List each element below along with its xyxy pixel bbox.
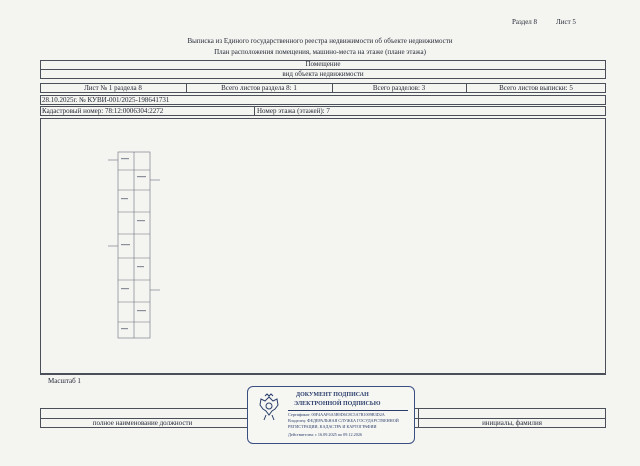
name-caption: инициалы, фамилия	[482, 419, 542, 427]
e-signature-stamp	[247, 386, 415, 444]
stamp-validity: Действителен: с 16.09.2025 по 09.12.2026	[288, 432, 363, 437]
position-caption: полное наименование должности	[92, 419, 193, 427]
sheets-in-section: Всего листов раздела 8: 1	[221, 84, 297, 92]
stamp-title-2: ЭЛЕКТРОННОЙ ПОДПИСЬЮ	[294, 401, 381, 407]
sheet-number: Лист 5	[556, 18, 576, 26]
sheet-of-section: Лист № 1 раздела 8	[84, 84, 142, 92]
section-number: Раздел 8	[512, 18, 538, 26]
document-subtitle: План расположения помещения, машино-места на этаже (плане этажа)	[214, 48, 426, 56]
stamp-owner-line-1: Владелец: ФЕДЕРАЛЬНАЯ СЛУЖБА ГОСУДАРСТВЕННОЙ	[288, 418, 399, 423]
object-type-value: Помещение	[305, 60, 341, 68]
stamp-title-1: ДОКУМЕНТ ПОДПИСАН	[296, 392, 369, 398]
floor-number: Номер этажа (этажей): 7	[257, 107, 330, 115]
object-type-caption: вид объекта недвижимости	[282, 70, 364, 78]
doc-ref: 28.10.2025г. № КУВИ-001/2025-198641731	[42, 96, 170, 104]
document-title: Выписка из Единого государственного реестра недвижимости об объекте недвижимости	[187, 37, 453, 45]
scale-label: Масштаб 1	[48, 377, 81, 385]
sheets-total: Всего листов выписки: 5	[499, 84, 573, 92]
floor-plan-drawing	[104, 150, 164, 340]
sections-total: Всего разделов: 3	[372, 84, 426, 92]
coat-of-arms-icon	[256, 393, 282, 423]
stamp-owner-line-2: РЕГИСТРАЦИИ, КАДАСТРА И КАРТОГРАФИИ	[288, 424, 377, 429]
cadastral-number: Кадастровый номер: 78:12:0006304:2272	[42, 107, 164, 115]
stamp-certificate: Сертификат: 00F4AAF6A5B9D6C8C5A7B1009B3D2A	[288, 412, 385, 417]
